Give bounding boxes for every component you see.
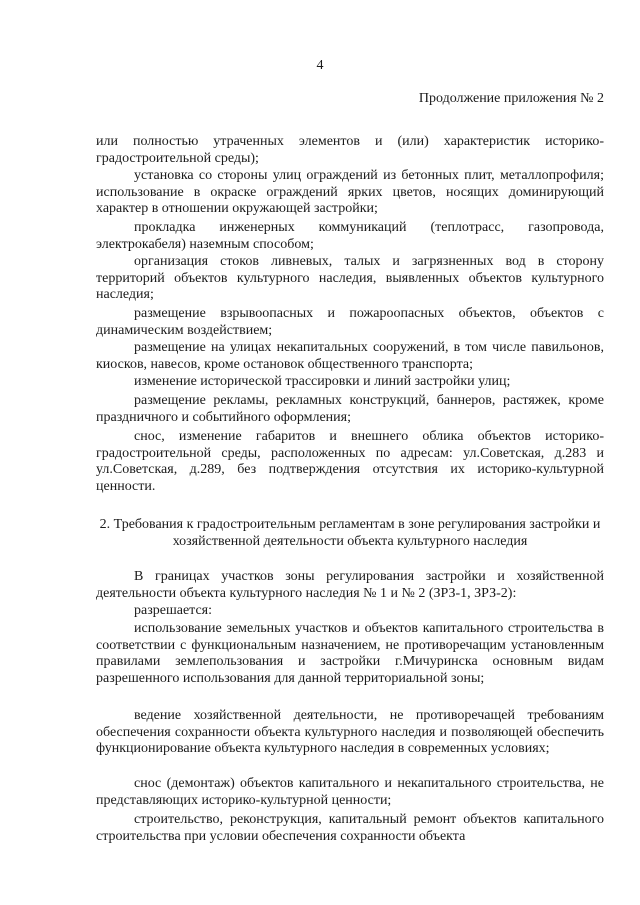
paragraph-demolition-allowed: снос (демонтаж) объектов капитального и некапитального строительства, не представляющих историко-культурной ценности;: [96, 776, 604, 808]
paragraph-temporary-structures-restriction: размещение на улицах некапитальных сооружений, в том числе павильонов, киосков, навесов, кроме остановок общественного транспорта;: [96, 340, 604, 372]
paragraph-land-use-allowed: использование земельных участков и объектов капитального строительства в соответствии с функциональным назначением, не противоречащим установленным правилами землепользования и застройки г.Мичуринска основным видам разрешенного использования для данной территориальной зоны;: [96, 621, 604, 686]
paragraph-construction-allowed: строительство, реконструкция, капитальный ремонт объектов капитального строительства при условии обеспечения сохранности объекта: [96, 812, 604, 844]
section-2-heading: 2. Требования к градостроительным регламентам в зоне регулирования застройки и хозяйственной деятельности объекта культурного наследия: [99, 517, 601, 549]
paragraph-allowed-label: разрешается:: [134, 603, 212, 618]
appendix-note: Продолжение приложения № 2: [418, 91, 604, 106]
paragraph-demolition-restriction: снос, изменение габаритов и внешнего облика объектов историко-градостроительной среды, расположенных по адресам: ул.Советская, д.283 и ул.Советская, д.289, без подтверждения отсутствия их историко-культурной ценности.: [96, 429, 604, 494]
paragraph-drainage-restriction: организация стоков ливневых, талых и загрязненных вод в сторону территорий объектов культурного наследия, выявленных объектов культурного наследия;: [96, 254, 604, 302]
paragraph-continuation: или полностью утраченных элементов и (или) характеристик историко-градостроительной среды);: [96, 134, 604, 166]
paragraph-economic-activity-allowed: ведение хозяйственной деятельности, не противоречащей требованиям обеспечения сохранности объекта культурного наследия и позволяющей обеспечить функционирование объекта культурного наследия в современных условиях;: [96, 708, 604, 756]
paragraph-utilities-restriction: прокладка инженерных коммуникаций (теплотрасс, газопровода, электрокабеля) наземным способом;: [96, 220, 604, 252]
paragraph-advertising-restriction: размещение рекламы, рекламных конструкций, баннеров, растяжек, кроме праздничного и событийного оформления;: [96, 393, 604, 425]
paragraph-fence-restriction: установка со стороны улиц ограждений из бетонных плит, металлопрофиля; использование в окраске ограждений ярких цветов, носящих доминирующий характер в отношении окружающей застройки;: [96, 168, 604, 216]
page-number: 4: [316, 58, 324, 73]
paragraph-street-layout-restriction: изменение исторической трассировки и линий застройки улиц;: [134, 374, 511, 389]
paragraph-zone-intro: В границах участков зоны регулирования застройки и хозяйственной деятельности объекта культурного наследия № 1 и № 2 (ЗРЗ-1, ЗРЗ-2):: [96, 569, 604, 601]
paragraph-hazardous-objects-restriction: размещение взрывоопасных и пожароопасных объектов, объектов с динамическим воздействием;: [96, 306, 604, 338]
